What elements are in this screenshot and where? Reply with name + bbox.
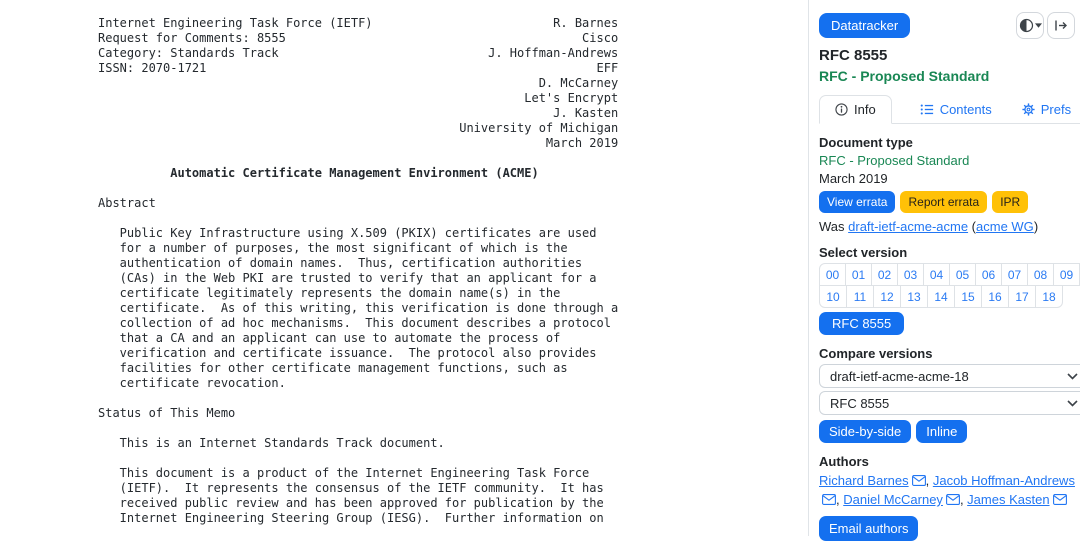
rfc-status-heading: RFC - Proposed Standard	[819, 68, 990, 84]
tab-prefs[interactable]	[1020, 96, 1073, 123]
version-button[interactable]: 11	[846, 285, 874, 308]
version-button[interactable]: 04	[923, 263, 950, 286]
version-button[interactable]: 07	[1001, 263, 1028, 286]
side-by-side-button[interactable]: Side-by-side	[819, 420, 911, 443]
tab-prefs-label: Prefs	[1040, 102, 1072, 117]
compare-versions-heading: Compare versions	[819, 346, 933, 361]
tab-info-label: Info	[854, 102, 876, 117]
caret-down-icon	[1035, 23, 1042, 28]
compare-from-select[interactable]	[819, 364, 1080, 388]
sidebar-toolbar	[1016, 12, 1075, 39]
tab-contents-label: Contents	[939, 102, 992, 117]
version-button[interactable]: 10	[819, 285, 847, 308]
version-grid	[819, 263, 1080, 308]
tab-info[interactable]	[819, 95, 892, 124]
rfc-header-block: Internet Engineering Task Force (IETF) R. Barnes Request for Comments: 8555 Cisco Category: Standards Track J. Hoffman-Andrews ISSN: 2070-1721 EFF D. McCarney Let's Encrypt J. Kasten University of Michigan March 2019	[98, 16, 619, 150]
select-version-heading: Select version	[819, 245, 908, 260]
version-button[interactable]: 02	[871, 263, 898, 286]
compare-to-value: RFC 8555	[830, 395, 890, 411]
rfc-body-block: Abstract Public Key Infrastructure using X.509 (PKIX) certificates are used for a number of purposes, the most significant of which is the authentication of domain names. Thus, certification authorities (CAs) in the Web PKI are trusted to verify that an applicant for a certificate legitimately represents the domain name(s) in the certificate. As of this writing, this verification is done through a collection of ad hoc mechanisms. This document describes a protocol that a CA and an applicant can use to automate the process of verification and certificate issuance. The protocol also provides facilities for other certificate management functions, such as certificate revocation. Status of This Memo This is an Internet Standards Track document. This document is a product of the Internet Engineering Task Force (IETF). It represents the consensus of the IETF community. It has received public review and has been approved for publication by the Internet Engineering Steering Group (IESG). Further information on	[98, 196, 619, 525]
document-type-value: RFC - Proposed Standard	[819, 153, 970, 168]
version-button[interactable]: 08	[1027, 263, 1054, 286]
gear-icon	[1022, 103, 1035, 116]
author-link[interactable]: Jacob Hoffman-Andrews	[932, 473, 1075, 488]
compare-buttons	[819, 420, 1080, 443]
view-errata-button[interactable]: View errata	[819, 191, 895, 213]
list-icon	[920, 103, 934, 116]
sidebar-tabs	[819, 95, 1080, 124]
current-version-button[interactable]: RFC 8555	[819, 312, 904, 335]
tab-contents[interactable]	[918, 96, 994, 123]
author	[843, 492, 967, 507]
author-link[interactable]: Richard Barnes	[819, 473, 909, 488]
envelope-icon[interactable]	[912, 473, 926, 491]
chevron-down-icon	[1067, 400, 1078, 407]
version-button[interactable]: 18	[1035, 285, 1063, 308]
compare-to-select[interactable]	[819, 391, 1080, 415]
author-link[interactable]: James Kasten	[967, 492, 1050, 507]
author-separator: ,	[925, 473, 933, 488]
group-paren-close: )	[1033, 219, 1039, 234]
version-button[interactable]: 13	[900, 285, 928, 308]
version-button[interactable]: 09	[1053, 263, 1080, 286]
document-type-heading: Document type	[819, 135, 913, 150]
datatracker-sidebar	[808, 0, 1080, 536]
authors-list	[819, 472, 1080, 510]
envelope-icon[interactable]	[946, 492, 960, 510]
inline-button[interactable]: Inline	[916, 420, 967, 443]
was-prefix: Was	[819, 219, 849, 234]
errata-buttons	[819, 191, 1080, 213]
version-button[interactable]: 05	[949, 263, 976, 286]
datatracker-button[interactable]: Datatracker	[819, 13, 910, 38]
version-button[interactable]: 15	[954, 285, 982, 308]
version-button[interactable]: 01	[845, 263, 872, 286]
document-date: March 2019	[819, 171, 888, 186]
chevron-down-icon	[1067, 373, 1078, 380]
author-separator: ,	[836, 492, 844, 507]
version-button[interactable]: 06	[975, 263, 1002, 286]
version-row-1	[819, 263, 1080, 286]
version-button[interactable]: 14	[927, 285, 955, 308]
rfc-number-heading: RFC 8555	[819, 47, 888, 64]
envelope-icon[interactable]	[1053, 492, 1067, 510]
envelope-icon[interactable]	[822, 492, 836, 510]
author	[967, 492, 1066, 507]
authors-heading: Authors	[819, 454, 869, 469]
author-link[interactable]: Daniel McCarney	[843, 492, 943, 507]
was-draft-link[interactable]: draft-ietf-acme-acme	[848, 219, 969, 234]
group-paren-open: (	[968, 219, 977, 234]
info-circle-icon	[835, 103, 848, 116]
acme-wg-link[interactable]: acme WG	[976, 219, 1034, 234]
theme-toggle-button[interactable]	[1016, 12, 1044, 39]
version-button[interactable]: 17	[1008, 285, 1036, 308]
collapse-sidebar-button[interactable]	[1047, 12, 1075, 39]
author	[819, 473, 933, 488]
circle-half-icon	[1019, 18, 1034, 33]
version-row-2	[819, 285, 1080, 308]
email-authors-button[interactable]: Email authors	[819, 516, 918, 541]
version-button[interactable]: 03	[897, 263, 924, 286]
rfc-title: Automatic Certificate Management Environment (ACME)	[98, 166, 539, 180]
version-button[interactable]: 16	[981, 285, 1009, 308]
compare-from-value: draft-ietf-acme-acme-18	[830, 368, 969, 384]
version-button[interactable]: 12	[873, 285, 901, 308]
pane-collapse-right-icon	[1054, 19, 1068, 32]
author-separator: ,	[959, 492, 968, 507]
version-button[interactable]: 00	[819, 263, 846, 286]
ipr-button[interactable]: IPR	[992, 191, 1028, 213]
report-errata-button[interactable]: Report errata	[900, 191, 987, 213]
was-draft-line	[819, 219, 1080, 234]
